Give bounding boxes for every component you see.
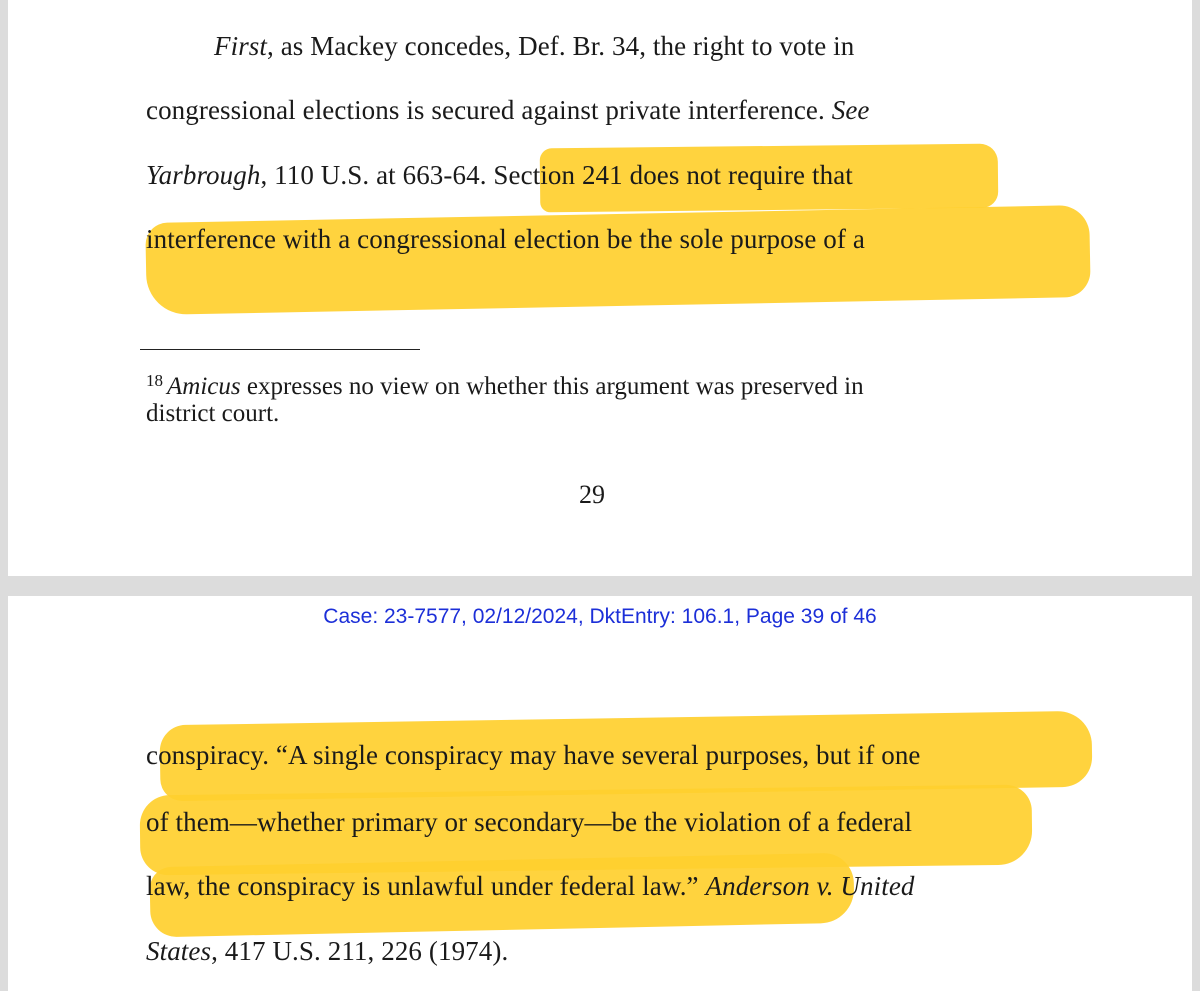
case-header: Case: 23-7577, 02/12/2024, DktEntry: 106.1, Page 39 of 46 — [323, 605, 877, 628]
body-line-6 — [146, 805, 912, 839]
body-line-3-italic: Yarbrough — [146, 160, 261, 190]
body-line-7-text: law, the conspiracy is unlawful under federal law.” — [146, 871, 699, 901]
body-line-7-italic: Anderson v. United — [705, 871, 915, 901]
body-line-5 — [146, 738, 921, 772]
body-line-8 — [146, 934, 508, 968]
footnote-text-2: district court. — [146, 400, 280, 427]
body-line-6-text: of them—whether primary or secondary—be the violation of a federal — [146, 807, 913, 837]
body-line-1 — [214, 29, 854, 63]
footnote-line-2 — [146, 398, 279, 430]
body-line-3-highlighted: Section 241 does not require that — [493, 160, 853, 190]
body-line-2-italic: See — [831, 95, 870, 125]
body-line-1-italic: First — [214, 31, 268, 61]
body-line-5-text: conspiracy. “A single conspiracy may have several purposes, but if one — [146, 740, 921, 770]
body-line-8-text: , 417 U.S. 211, 226 (1974). — [211, 936, 509, 966]
body-line-2 — [146, 93, 870, 127]
body-line-7 — [146, 869, 915, 903]
footnote-italic: Amicus — [167, 373, 241, 400]
body-line-8-italic: States — [146, 936, 212, 966]
footnote-text-1: expresses no view on whether this argument was preserved in — [246, 373, 864, 400]
body-line-1-text: , as Mackey concedes, Def. Br. 34, the right to vote in — [267, 31, 855, 61]
body-line-3 — [146, 158, 853, 192]
footnote-divider — [140, 349, 420, 350]
body-line-4 — [146, 222, 865, 256]
footnote-mark: 18 — [146, 371, 163, 390]
body-line-3-text: , 110 U.S. at 663-64. — [260, 160, 487, 190]
page-number: 29 — [579, 480, 605, 509]
body-line-4-text: interference with a congressional election be the sole purpose of a — [146, 224, 865, 254]
body-line-2-text: congressional elections is secured against private interference. — [146, 95, 825, 125]
